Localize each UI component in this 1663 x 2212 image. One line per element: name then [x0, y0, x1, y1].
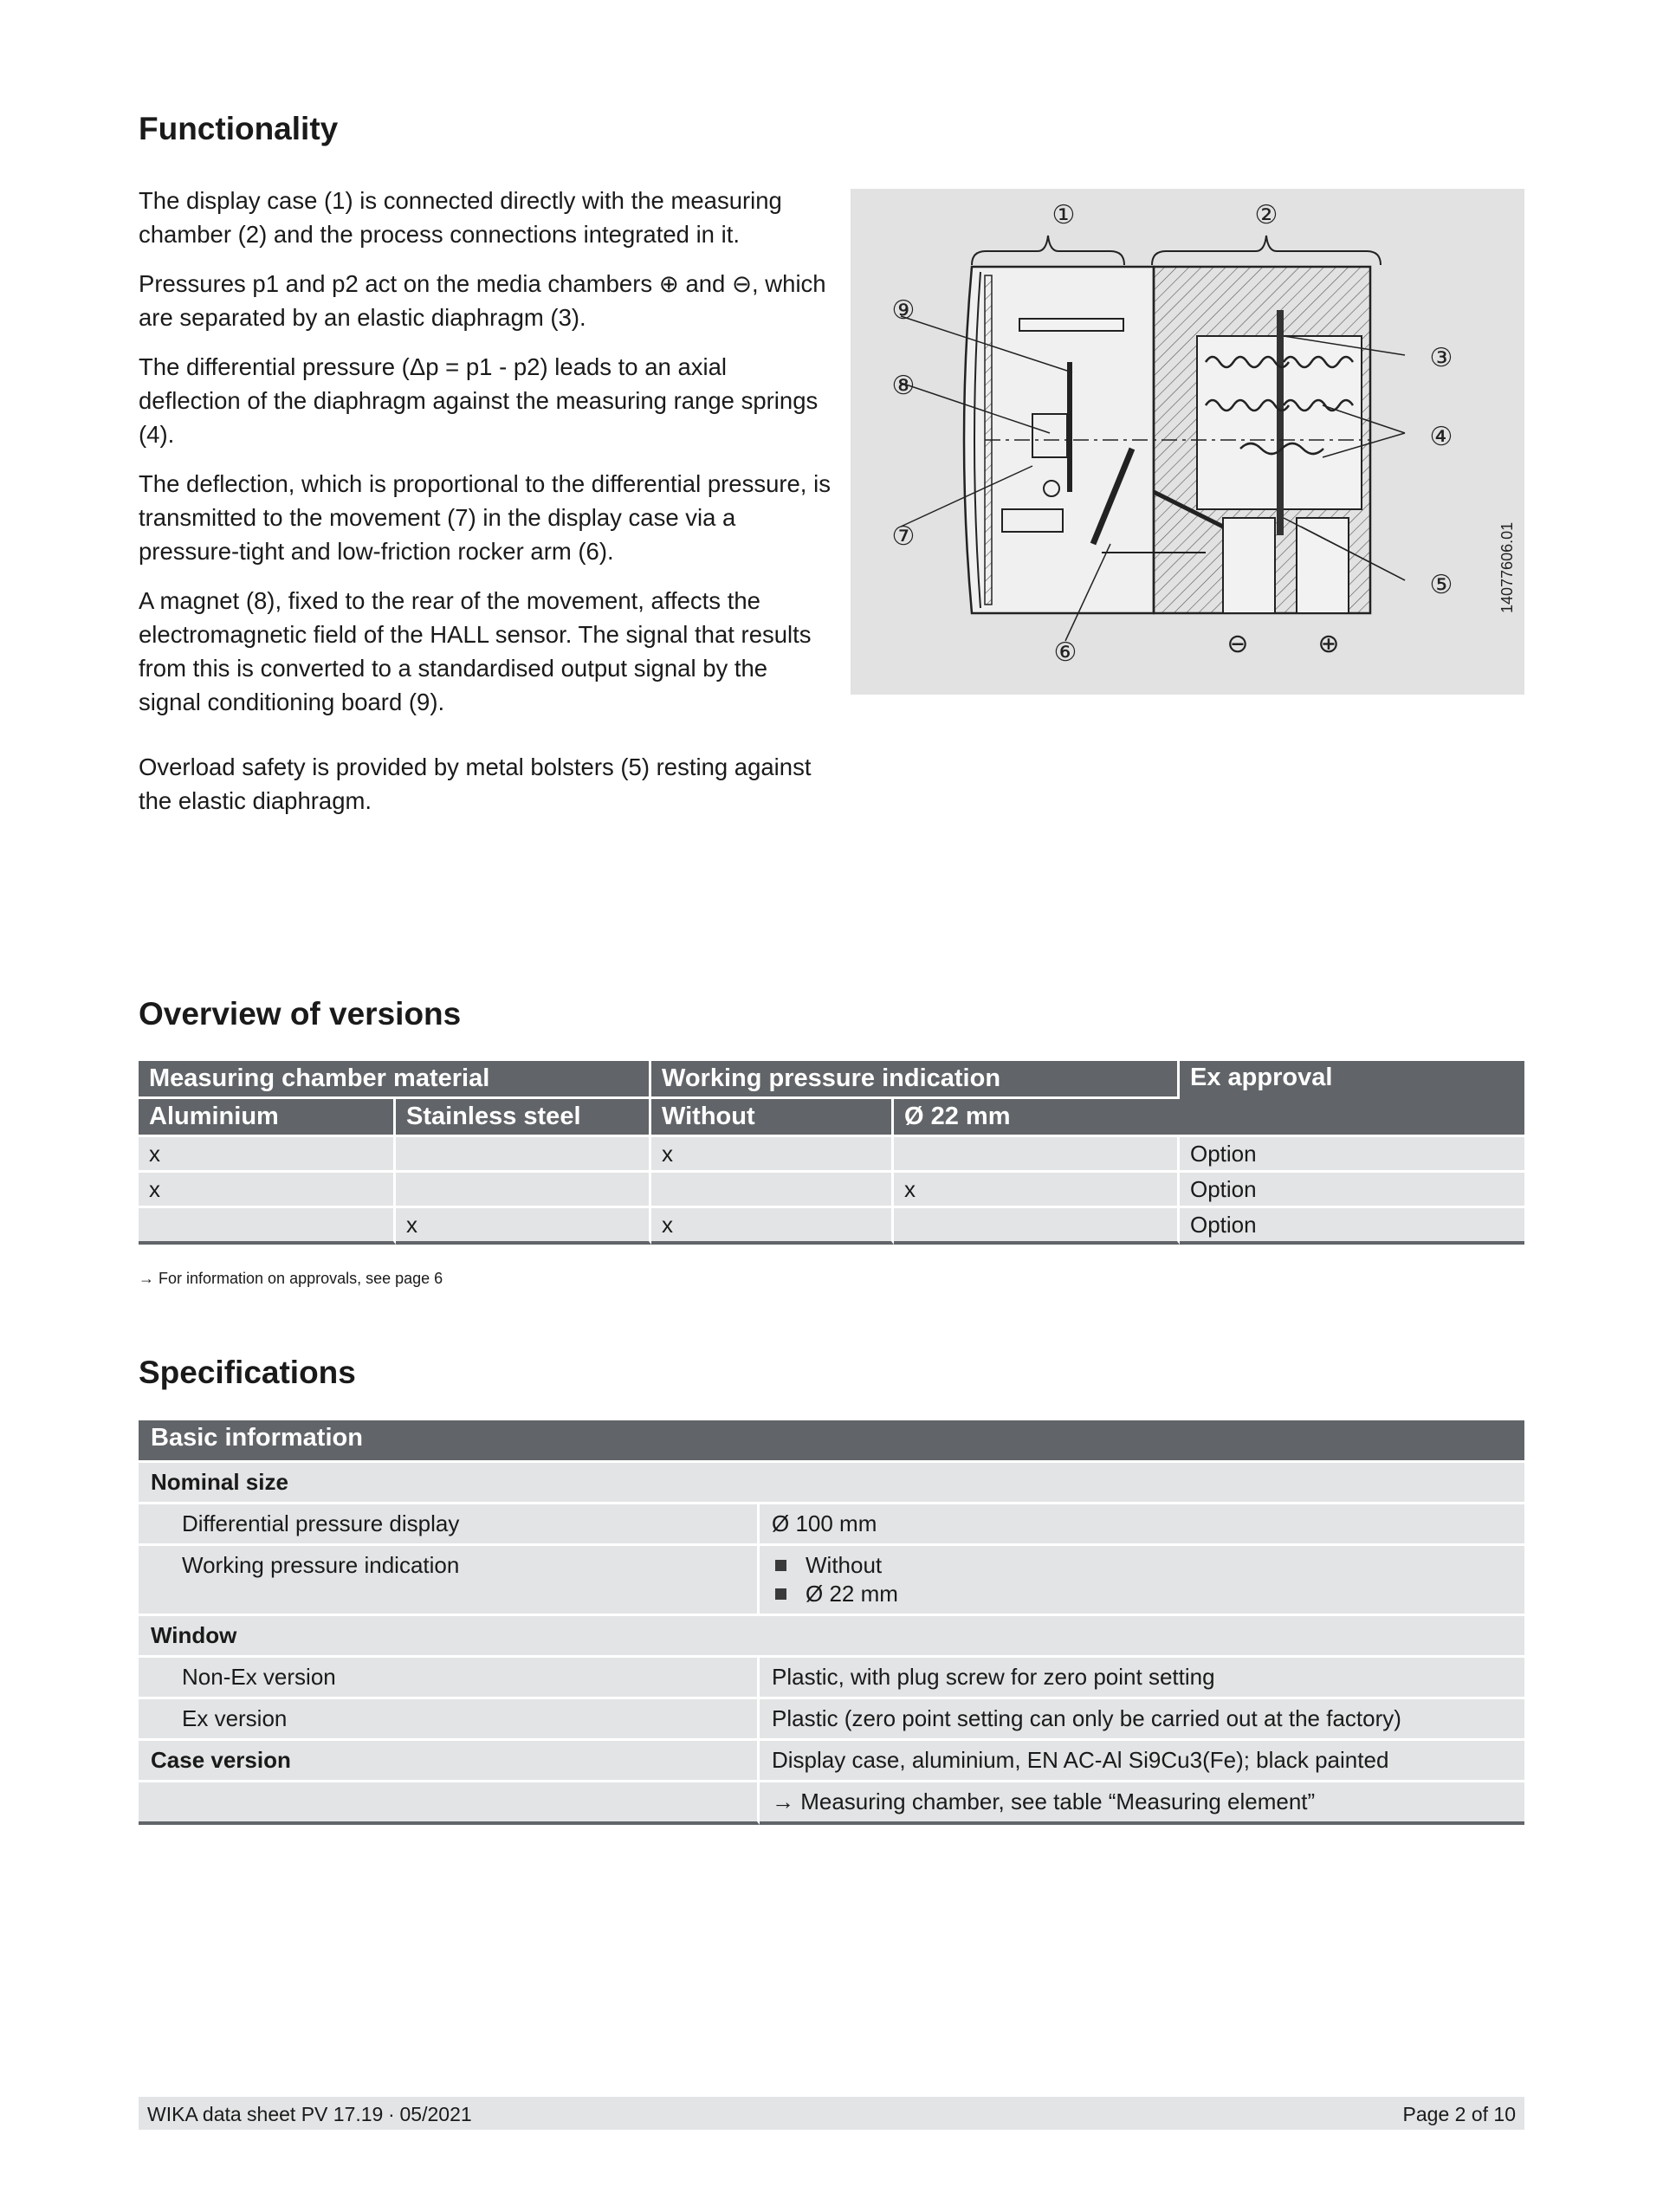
differential-pressure-display-value: Ø 100 mm — [760, 1504, 1524, 1546]
footer-datasheet-id: WIKA data sheet PV 17.19 ∙ 05/2021 — [147, 2103, 472, 2125]
diagram-callout-3: ③ — [1429, 343, 1453, 373]
table-row — [139, 1741, 1524, 1782]
table-row — [139, 1463, 1524, 1504]
functionality-paragraph: Overload safety is provided by metal bolsters (5) resting against the elastic diaphragm. — [139, 754, 812, 814]
list-item-text: Ø 22 mm — [806, 1581, 898, 1607]
functionality-paragraph: Pressures p1 and p2 act on the media chambers ⊕ and ⊖, which are separated by an elastic diaphragm (3). — [139, 270, 826, 331]
square-bullet-icon — [775, 1560, 786, 1571]
specifications-table — [139, 1420, 1524, 1825]
diagram-callout-8: ⑧ — [891, 371, 916, 401]
specifications-heading: Specifications — [139, 1355, 356, 1390]
header-measuring-chamber-material: Measuring chamber material — [139, 1061, 651, 1099]
list-item-text: Without — [806, 1552, 883, 1578]
non-ex-version-value: Plastic, with plug screw for zero point setting — [760, 1658, 1524, 1699]
list-item — [772, 1580, 1512, 1608]
table-cell — [651, 1173, 894, 1208]
table-row — [139, 1658, 1524, 1699]
diagram-callout-6: ⑥ — [1053, 637, 1077, 668]
empty-cell — [139, 1782, 760, 1825]
diagram-callout-9: ⑨ — [891, 295, 916, 326]
header-working-pressure-indication: Working pressure indication — [651, 1061, 1180, 1099]
header-22mm: Ø 22 mm — [894, 1099, 1180, 1137]
footer-page-number: Page 2 of 10 — [1402, 2103, 1516, 2125]
case-version-value: Display case, aluminium, EN AC-Al Si9Cu3(Fe); black painted — [760, 1741, 1524, 1782]
cross-section-diagram — [851, 189, 1524, 695]
table-cell: x — [139, 1137, 396, 1173]
diagram-callout-5: ⑤ — [1429, 570, 1453, 600]
table-cell: x — [651, 1208, 894, 1245]
table-header-row — [139, 1420, 1524, 1463]
table-cell — [894, 1137, 1180, 1173]
ex-version-value: Plastic (zero point setting can only be carried out at the factory) — [760, 1699, 1524, 1741]
table-cell — [396, 1137, 651, 1173]
functionality-paragraph: The display case (1) is connected directly with the measuring chamber (2) and the process connections integrated in it. — [139, 187, 782, 248]
working-pressure-indication-label: Working pressure indication — [139, 1546, 760, 1616]
table-row — [139, 1782, 1524, 1825]
table-row — [139, 1616, 1524, 1658]
measuring-chamber-reference: → Measuring chamber, see table “Measuring element” — [760, 1782, 1524, 1825]
table-row — [139, 1173, 1524, 1208]
square-bullet-icon — [775, 1588, 786, 1600]
differential-pressure-display-label: Differential pressure display — [139, 1504, 760, 1546]
nominal-size-label: Nominal size — [139, 1463, 1524, 1504]
functionality-paragraph: A magnet (8), fixed to the rear of the movement, affects the electromagnetic field of the HALL sensor. The signal that results from this is converted to a standardised output signal by the signal conditioning board (9). — [139, 587, 812, 715]
table-cell: x — [894, 1173, 1180, 1208]
diagram-minus-symbol: ⊖ — [1226, 629, 1249, 659]
diagram-plus-symbol: ⊕ — [1317, 629, 1340, 659]
header-ex-approval: Ex approval — [1180, 1061, 1524, 1137]
table-cell: Option — [1180, 1137, 1524, 1173]
table-row — [139, 1699, 1524, 1741]
list-item — [772, 1551, 1512, 1580]
table-cell: Option — [1180, 1173, 1524, 1208]
header-without: Without — [651, 1099, 894, 1137]
table-cell: x — [139, 1173, 396, 1208]
window-label: Window — [139, 1616, 1524, 1658]
functionality-text — [139, 184, 832, 833]
versions-table — [139, 1061, 1524, 1245]
approvals-footnote: → For information on approvals, see page 6 — [139, 1270, 443, 1287]
working-pressure-indication-values — [760, 1546, 1524, 1616]
functionality-paragraph: The deflection, which is proportional to the differential pressure, is transmitted to the movement (7) in the display case via a pressure-tight and low-friction rocker arm (6). — [139, 470, 831, 565]
functionality-paragraph: The differential pressure (Δp = p1 - p2) leads to an axial deflection of the diaphragm against the measuring range springs (4). — [139, 353, 819, 448]
overview-heading: Overview of versions — [139, 996, 462, 1032]
case-version-label: Case version — [139, 1741, 760, 1782]
cross-section-drawing — [851, 189, 1524, 695]
diagram-callout-1: ① — [1052, 200, 1076, 230]
functionality-heading: Functionality — [139, 111, 339, 146]
page-footer — [139, 2097, 1524, 2130]
header-aluminium: Aluminium — [139, 1099, 396, 1137]
table-row — [139, 1137, 1524, 1173]
ex-version-label: Ex version — [139, 1699, 760, 1741]
diagram-drawing-number: 14077606.01 — [1498, 521, 1516, 613]
diagram-callout-2: ② — [1254, 200, 1278, 230]
table-row — [139, 1504, 1524, 1546]
table-cell — [894, 1208, 1180, 1245]
table-cell: Option — [1180, 1208, 1524, 1245]
table-cell: x — [651, 1137, 894, 1173]
diagram-callout-4: ④ — [1429, 422, 1453, 452]
table-cell — [396, 1173, 651, 1208]
table-row — [139, 1546, 1524, 1616]
header-stainless-steel: Stainless steel — [396, 1099, 651, 1137]
basic-information-title: Basic information — [139, 1420, 1524, 1463]
table-row — [139, 1208, 1524, 1245]
table-cell: x — [396, 1208, 651, 1245]
table-cell — [139, 1208, 396, 1245]
diagram-callout-7: ⑦ — [891, 521, 916, 552]
non-ex-version-label: Non-Ex version — [139, 1658, 760, 1699]
